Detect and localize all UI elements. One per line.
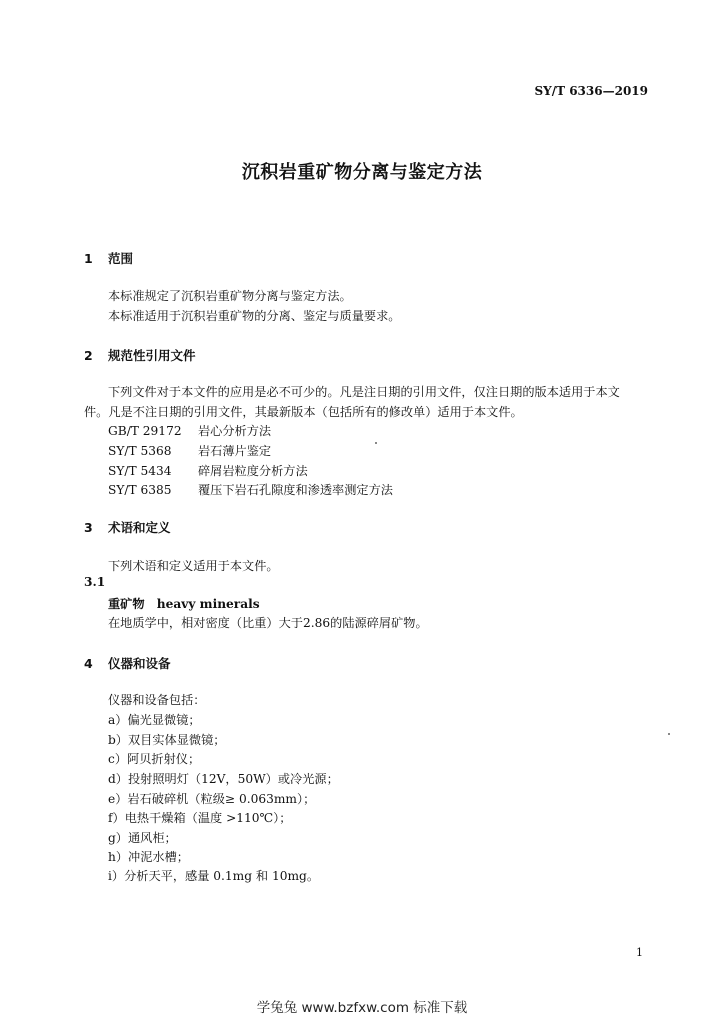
- section-title: 规范性引用文件: [108, 348, 196, 363]
- list-item: h）冲泥水槽；: [108, 850, 189, 864]
- section-number: 1: [84, 251, 93, 266]
- reference-item: [108, 442, 271, 459]
- section-number: 4: [84, 656, 93, 671]
- term-definition: 在地质学中，相对密度（比重）大于2.86的陆源碎屑矿物。: [108, 616, 428, 630]
- reference-title: 碎屑岩粒度分析方法: [198, 464, 308, 478]
- section-4-heading: [84, 654, 171, 672]
- section-number: 2: [84, 348, 93, 363]
- paragraph: 仪器和设备包括：: [108, 693, 206, 707]
- term-title: 重矿物 heavy minerals: [108, 597, 260, 611]
- reference-item: [108, 462, 308, 479]
- section-2-heading: [84, 346, 196, 364]
- paragraph: 本标准适用于沉积岩重矿物的分离、鉴定与质量要求。: [108, 309, 401, 323]
- list-item: a）偏光显微镜；: [108, 713, 201, 727]
- paragraph: 下列文件对于本文件的应用是必不可少的。凡是注日期的引用文件，仅注日期的版本适用于本文: [108, 385, 620, 399]
- reference-code: SY/T 5434: [108, 464, 172, 478]
- reference-item: [108, 422, 271, 439]
- list-item: f）电热干燥箱（温度 >110℃）；: [108, 811, 292, 825]
- scan-speck: [375, 442, 377, 444]
- page-number: 1: [636, 946, 643, 959]
- term-number: 3.1: [84, 575, 106, 589]
- section-3-heading: [84, 518, 171, 536]
- reference-item: [108, 481, 393, 498]
- list-item: c）阿贝折射仪；: [108, 752, 201, 766]
- paragraph: 下列术语和定义适用于本文件。: [108, 559, 279, 573]
- section-title: 范围: [108, 251, 134, 266]
- section-title: 术语和定义: [108, 520, 171, 535]
- standard-number: SY/T 6336—2019: [534, 84, 648, 98]
- reference-code: SY/T 6385: [108, 483, 172, 497]
- paragraph: 本标准规定了沉积岩重矿物分离与鉴定方法。: [108, 289, 352, 303]
- list-item: g）通风柜；: [108, 831, 177, 845]
- list-item: d）投射照明灯（12V，50W）或冷光源；: [108, 772, 339, 786]
- reference-code: SY/T 5368: [108, 444, 172, 458]
- reference-title: 岩心分析方法: [198, 424, 272, 438]
- section-1-heading: [84, 249, 133, 267]
- reference-title: 岩石薄片鉴定: [198, 444, 272, 458]
- scan-speck: [668, 733, 670, 735]
- reference-code: GB/T 29172: [108, 424, 182, 438]
- reference-title: 覆压下岩石孔隙度和渗透率测定方法: [198, 483, 393, 497]
- list-item: b）双目实体显微镜；: [108, 733, 226, 747]
- section-title: 仪器和设备: [108, 656, 171, 671]
- document-title: 沉积岩重矿物分离与鉴定方法: [241, 162, 483, 183]
- list-item: e）岩石破碎机（粒级≥ 0.063mm）；: [108, 792, 316, 806]
- section-number: 3: [84, 520, 93, 535]
- footer-watermark: 学兔兔 www.bzfxw.com 标准下载: [256, 1000, 468, 1016]
- paragraph: 件。凡是不注日期的引用文件，其最新版本（包括所有的修改单）适用于本文件。: [84, 405, 523, 419]
- list-item: i）分析天平，感量 0.1mg 和 10mg。: [108, 869, 320, 883]
